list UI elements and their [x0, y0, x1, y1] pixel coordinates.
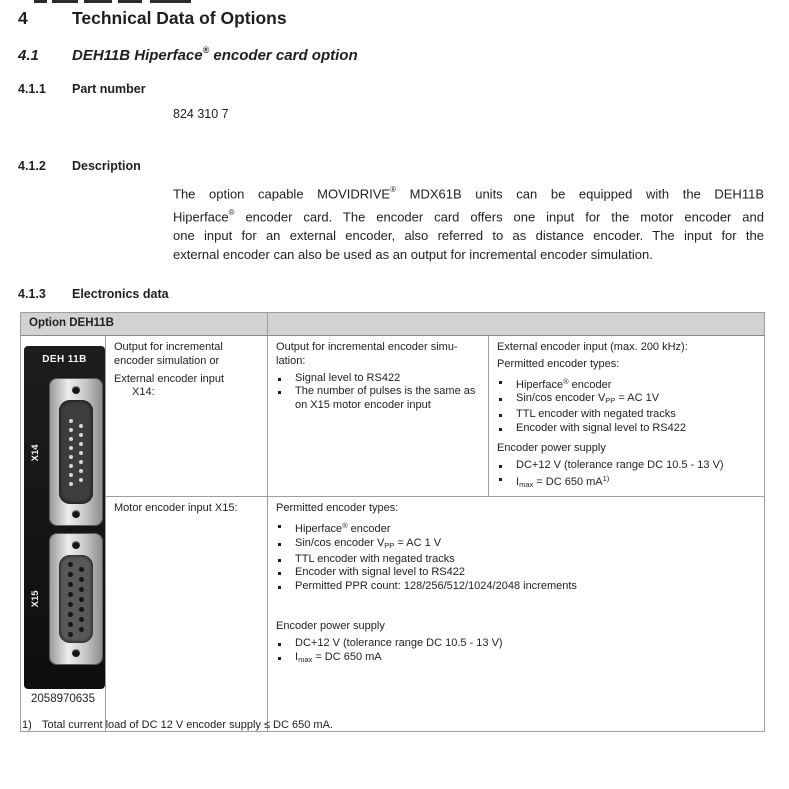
paragraph-line [173, 181, 764, 204]
registered-trademark-icon: ® [202, 45, 210, 55]
deh11b-card-image [24, 346, 105, 689]
list-item-text [295, 519, 758, 537]
list-item-text: Encoder with signal level to RS422 [516, 421, 686, 434]
subscript-text: max [519, 480, 534, 490]
section-heading-4 [18, 8, 287, 29]
bullet-icon [497, 422, 516, 436]
list-item-text: DC+12 V (tolerance range DC 10.5 - 13 V) [516, 458, 724, 471]
x15-connector [50, 534, 102, 664]
text: Hiperface [295, 522, 343, 535]
title-text: DEH11B Hiperface [72, 47, 203, 64]
registered-trademark-icon: ® [390, 185, 397, 194]
section-heading-4-1-1 [18, 82, 146, 96]
cell-text: Output for incremental [114, 341, 223, 353]
paragraph-text: The option capable MOVIDRIVE [173, 186, 391, 202]
section-number: 4.1.2 [18, 159, 46, 173]
list-item [497, 392, 758, 408]
text: Sin/cos encoder V [516, 392, 606, 405]
part-number-value: 824 310 7 [173, 107, 229, 121]
text: encoder [568, 378, 612, 391]
paragraph-line: one input for an external encoder, also referred to as distance encoder. The input for the [173, 228, 764, 244]
list-item-text: Permitted PPR count: 128/256/512/1024/2048 increments [295, 580, 577, 593]
list-item [276, 553, 758, 567]
description-paragraph [173, 181, 764, 264]
list-item [497, 375, 758, 393]
list-item-text: Signal level to RS422 [295, 371, 401, 384]
section-heading-4-1 [18, 46, 358, 64]
subscript-text: PP [384, 540, 395, 550]
bullet-icon [497, 459, 516, 473]
x15-pin-field [59, 555, 93, 643]
section-number: 4.1 [18, 47, 39, 64]
screw-hole-icon [72, 541, 80, 549]
section-title: Technical Data of Options [72, 8, 287, 28]
table-row [21, 497, 765, 732]
bullet-icon [276, 372, 295, 386]
paragraph-line: external encoder can also be used as an output for incremental encoder simulation. [173, 247, 653, 263]
section-number: 4.1.1 [18, 82, 46, 96]
text: encoder [347, 522, 391, 535]
list-item [276, 537, 758, 553]
motor-encoder-input-cell [268, 497, 765, 732]
list-item-text [516, 472, 758, 492]
table-header-empty-cell [268, 313, 765, 336]
text: I [516, 476, 520, 489]
bullet-icon [497, 375, 516, 393]
list-item [276, 372, 482, 386]
screw-hole-icon [72, 510, 80, 518]
bullet-icon [276, 385, 295, 413]
x14-connector [50, 379, 102, 525]
cell-text: External encoder input (max. 200 kHz): [497, 341, 688, 353]
text: Sin/cos encoder V [295, 536, 385, 549]
text: I [295, 650, 299, 663]
section-title: Electronics data [72, 287, 169, 301]
section-title: Description [72, 159, 141, 173]
registered-trademark-icon: ® [342, 520, 348, 530]
registered-trademark-icon: ® [228, 207, 235, 217]
cell-text: encoder simulation or [114, 354, 220, 367]
bullet-icon [276, 637, 295, 651]
footnote-marker: 1) [22, 719, 32, 731]
section-number: 4 [18, 8, 28, 28]
subscript-text: PP [605, 396, 616, 406]
text: Hiperface [516, 378, 564, 391]
table-header-cell: Option DEH11B [21, 313, 268, 336]
list-item [276, 519, 758, 537]
cell-text: X14: [132, 386, 155, 399]
card-label: DEH 11B [42, 354, 87, 365]
bullet-icon [497, 472, 516, 492]
x14-pin-field [59, 400, 93, 504]
list-item-text [295, 537, 758, 553]
cell-text: External encoder input [114, 372, 225, 385]
cell-text: Motor encoder input X15: [114, 502, 238, 515]
cell-text: lation: [276, 354, 306, 367]
cell-text: Permitted encoder types: [497, 357, 620, 370]
card-image-cell [21, 336, 106, 732]
list-item-text [516, 375, 758, 393]
cell-text: Output for incremental encoder simu- [276, 341, 458, 353]
table-row [21, 336, 765, 497]
section-title [72, 46, 358, 64]
list-item-text: Encoder with signal level to RS422 [295, 566, 465, 579]
bullet-icon [276, 580, 295, 594]
text: = DC 650 mA [533, 476, 603, 489]
section-heading-4-1-3 [18, 287, 169, 301]
bullet-icon [276, 553, 295, 567]
list-item-text: TTL encoder with negated tracks [516, 408, 676, 421]
section-heading-4-1-2 [18, 159, 141, 173]
external-encoder-input-cell [489, 336, 765, 497]
x14-label: X14 [30, 444, 42, 462]
list-item [497, 408, 758, 422]
text: = DC 650 mA [312, 650, 382, 663]
title-text: encoder card option [209, 47, 358, 64]
footnote-reference: 1) [602, 474, 610, 484]
list-item-text: DC+12 V (tolerance range DC 10.5 - 13 V) [295, 636, 503, 649]
paragraph-text: Hiperface [173, 208, 229, 224]
cell-text: Encoder power supply [497, 441, 606, 454]
list-item [276, 651, 758, 667]
x15-description-cell [106, 497, 268, 732]
screw-hole-icon [72, 649, 80, 657]
list-item [276, 385, 482, 413]
bullet-icon [276, 566, 295, 580]
list-item [497, 459, 758, 473]
paragraph-text: MDX61B units can be equipped with the DEH11B [396, 186, 764, 202]
subscript-text: max [298, 654, 313, 664]
section-title: Part number [72, 82, 146, 96]
x14-description-cell [106, 336, 268, 497]
bullet-icon [276, 537, 295, 553]
electronics-data-table [20, 312, 765, 732]
footnote [22, 719, 333, 731]
list-item [497, 472, 758, 492]
cell-text: Encoder power supply [276, 619, 385, 632]
incremental-output-cell [268, 336, 489, 497]
screw-hole-icon [72, 386, 80, 394]
paragraph-line [173, 204, 764, 227]
list-item-text [295, 651, 758, 667]
list-item [276, 580, 758, 594]
image-caption: 2058970635 [31, 693, 95, 705]
bullet-icon [276, 651, 295, 667]
registered-trademark-icon: ® [563, 376, 569, 386]
footnote-text: Total current load of DC 12 V encoder supply ≤ DC 650 mA. [42, 719, 333, 731]
x15-label: X15 [30, 590, 42, 608]
bullet-icon [276, 519, 295, 537]
section-number: 4.1.3 [18, 287, 46, 301]
list-item-text: TTL encoder with negated tracks [295, 552, 455, 565]
bullet-icon [497, 408, 516, 422]
text: = AC 1V [615, 392, 660, 405]
cell-text: Permitted encoder types: [276, 502, 399, 515]
table-header-row [21, 313, 765, 336]
list-item [276, 566, 758, 580]
paragraph-text: encoder card. The encoder card offers one input for the motor encoder and [234, 208, 764, 224]
bullet-icon [497, 392, 516, 408]
list-item-text: The number of pulses is the same as on X15 motor encoder input [295, 385, 476, 412]
list-item [276, 637, 758, 651]
list-item-text [516, 392, 758, 408]
list-item [497, 422, 758, 436]
text: = AC 1 V [394, 536, 442, 549]
